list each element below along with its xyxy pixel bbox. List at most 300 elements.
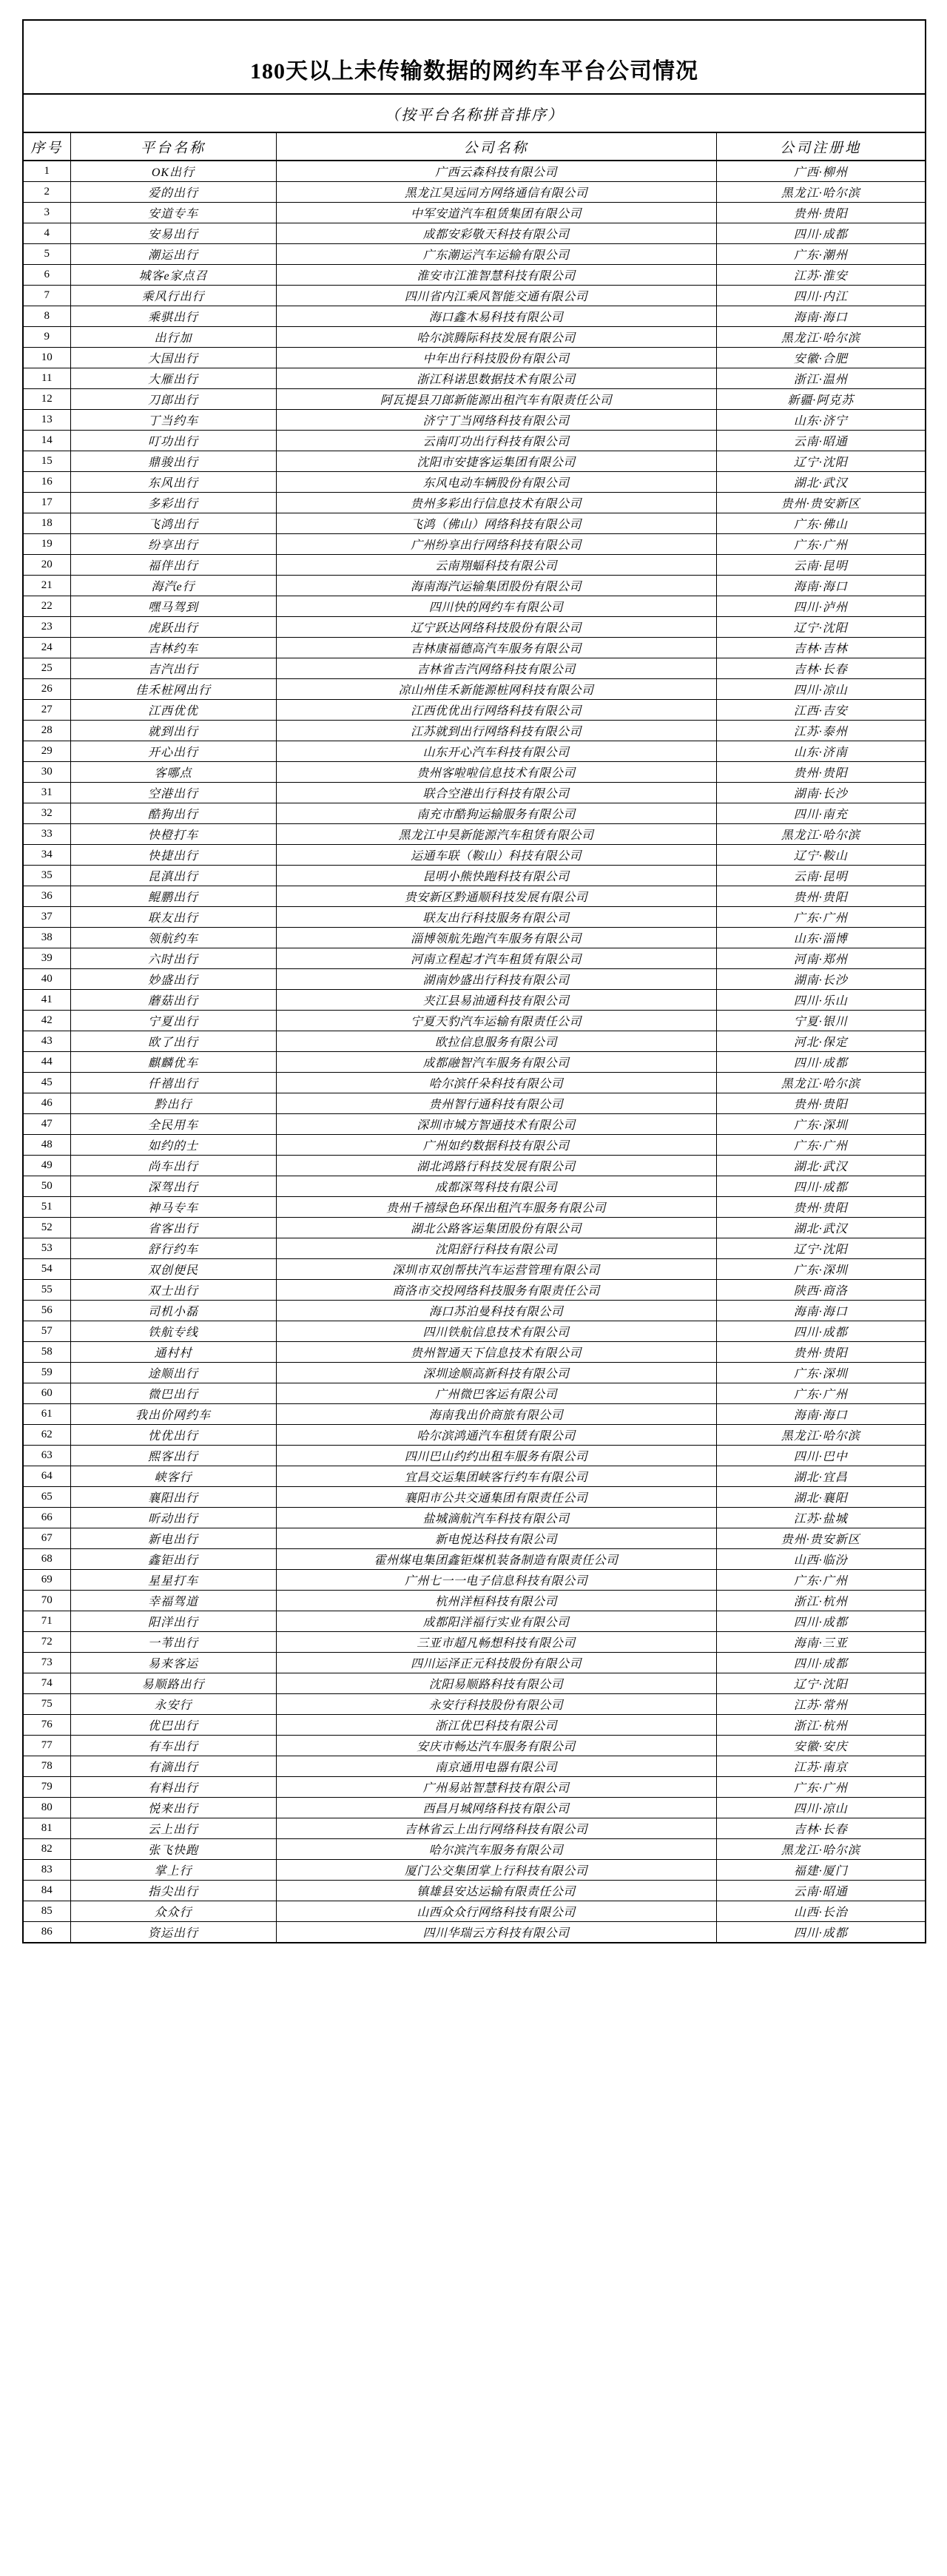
page-title: 180天以上未传输数据的网约车平台公司情况 (250, 59, 698, 84)
cell-company-name: 四川快的网约车有限公司 (276, 596, 716, 617)
cell-registration-place: 贵州·贵阳 (716, 886, 926, 907)
cell-company-name: 贵州多彩出行信息技术有限公司 (276, 493, 716, 513)
cell-index: 6 (23, 265, 70, 286)
cell-company-name: 深圳市双创帮扶汽车运营管理有限公司 (276, 1259, 716, 1280)
cell-index: 33 (23, 824, 70, 845)
table-row (23, 1777, 926, 1798)
cell-platform-name: 司机小磊 (70, 1301, 276, 1321)
cell-index: 66 (23, 1508, 70, 1528)
cell-company-name: 四川省内江乘风智能交通有限公司 (276, 286, 716, 306)
cell-registration-place: 贵州·贵阳 (716, 1093, 926, 1114)
cell-company-name: 盐城滴航汽车科技有限公司 (276, 1508, 716, 1528)
cell-registration-place: 山西·临汾 (716, 1549, 926, 1570)
cell-platform-name: 有料出行 (70, 1777, 276, 1798)
cell-company-name: 山东开心汽车科技有限公司 (276, 741, 716, 762)
cell-index: 27 (23, 700, 70, 721)
cell-index: 16 (23, 472, 70, 493)
table-row (23, 534, 926, 555)
cell-registration-place: 广东·深圳 (716, 1363, 926, 1383)
table-row (23, 1508, 926, 1528)
cell-company-name: 成都安彩敬天科技有限公司 (276, 223, 716, 244)
cell-index: 48 (23, 1135, 70, 1156)
table-row (23, 783, 926, 803)
cell-index: 25 (23, 658, 70, 679)
cell-registration-place: 四川·成都 (716, 1052, 926, 1073)
table-row (23, 1031, 926, 1052)
cell-index: 63 (23, 1446, 70, 1466)
cell-company-name: 广东潮运汽车运输有限公司 (276, 244, 716, 265)
cell-company-name: 贵州智通天下信息技术有限公司 (276, 1342, 716, 1363)
table-row (23, 576, 926, 596)
cell-company-name: 四川华瑞云方科技有限公司 (276, 1922, 716, 1943)
cell-company-name: 永安行科技股份有限公司 (276, 1694, 716, 1715)
cell-platform-name: 就到出行 (70, 721, 276, 741)
cell-index: 22 (23, 596, 70, 617)
table-row (23, 1073, 926, 1093)
cell-index: 83 (23, 1860, 70, 1881)
cell-registration-place: 吉林·长春 (716, 658, 926, 679)
cell-platform-name: 开心出行 (70, 741, 276, 762)
cell-registration-place: 广东·深圳 (716, 1259, 926, 1280)
cell-platform-name: 有滴出行 (70, 1756, 276, 1777)
table-row (23, 928, 926, 948)
cell-company-name: 哈尔滨汽车服务有限公司 (276, 1839, 716, 1860)
cell-registration-place: 黑龙江·哈尔滨 (716, 1073, 926, 1093)
cell-company-name: 广州如约数据科技有限公司 (276, 1135, 716, 1156)
cell-platform-name: 忧优出行 (70, 1425, 276, 1446)
cell-index: 60 (23, 1383, 70, 1404)
sort-note: （按平台名称拼音排序） (385, 107, 564, 124)
cell-platform-name: 城客e家点召 (70, 265, 276, 286)
table-row (23, 348, 926, 368)
cell-company-name: 运通车联（鞍山）科技有限公司 (276, 845, 716, 866)
cell-platform-name: 海汽e行 (70, 576, 276, 596)
cell-index: 49 (23, 1156, 70, 1176)
cell-index: 50 (23, 1176, 70, 1197)
cell-platform-name: 双创便民 (70, 1259, 276, 1280)
table-row (23, 596, 926, 617)
cell-index: 79 (23, 1777, 70, 1798)
table-row (23, 244, 926, 265)
table-row (23, 1549, 926, 1570)
cell-index: 1 (23, 161, 70, 182)
table-row (23, 824, 926, 845)
cell-company-name: 阿瓦提县刀郎新能源出租汽车有限责任公司 (276, 389, 716, 410)
cell-registration-place: 广东·深圳 (716, 1114, 926, 1135)
table-row (23, 866, 926, 886)
cell-company-name: 哈尔滨鸿通汽车租赁有限公司 (276, 1425, 716, 1446)
table-row (23, 1114, 926, 1135)
table-row (23, 1280, 926, 1301)
cell-registration-place: 辽宁·沈阳 (716, 451, 926, 472)
cell-platform-name: 如约的士 (70, 1135, 276, 1156)
cell-platform-name: 大国出行 (70, 348, 276, 368)
cell-index: 52 (23, 1218, 70, 1238)
cell-company-name: 沈阳易顺路科技有限公司 (276, 1673, 716, 1694)
cell-company-name: 海口鑫木易科技有限公司 (276, 306, 716, 327)
cell-registration-place: 湖南·长沙 (716, 783, 926, 803)
table-row (23, 1922, 926, 1943)
table-row (23, 555, 926, 576)
cell-registration-place: 吉林·长春 (716, 1818, 926, 1839)
cell-registration-place: 四川·乐山 (716, 990, 926, 1011)
table-row (23, 948, 926, 969)
cell-registration-place: 海南·海口 (716, 1404, 926, 1425)
table-row (23, 803, 926, 824)
table-row (23, 1238, 926, 1259)
cell-platform-name: 刀郎出行 (70, 389, 276, 410)
cell-registration-place: 海南·海口 (716, 306, 926, 327)
table-row (23, 700, 926, 721)
table-row (23, 1591, 926, 1611)
table-header-row (23, 132, 926, 161)
cell-index: 14 (23, 431, 70, 451)
table-row (23, 410, 926, 431)
cell-index: 53 (23, 1238, 70, 1259)
cell-index: 35 (23, 866, 70, 886)
cell-platform-name: 潮运出行 (70, 244, 276, 265)
cell-platform-name: 安道专车 (70, 203, 276, 223)
cell-registration-place: 贵州·贵阳 (716, 203, 926, 223)
table-row (23, 907, 926, 928)
cell-index: 71 (23, 1611, 70, 1632)
table-row (23, 1259, 926, 1280)
cell-company-name: 四川巴山约约出租车服务有限公司 (276, 1446, 716, 1466)
cell-platform-name: 空港出行 (70, 783, 276, 803)
cell-index: 59 (23, 1363, 70, 1383)
cell-registration-place: 云南·昭通 (716, 1881, 926, 1901)
cell-index: 3 (23, 203, 70, 223)
cell-index: 23 (23, 617, 70, 638)
cell-registration-place: 贵州·贵阳 (716, 1197, 926, 1218)
cell-index: 2 (23, 182, 70, 203)
table-row (23, 1673, 926, 1694)
cell-registration-place: 江苏·泰州 (716, 721, 926, 741)
cell-platform-name: 熙客出行 (70, 1446, 276, 1466)
cell-registration-place: 浙江·温州 (716, 368, 926, 389)
cell-registration-place: 陕西·商洛 (716, 1280, 926, 1301)
column-header-platform-name: 平台名称 (70, 132, 276, 161)
cell-registration-place: 湖北·武汉 (716, 1218, 926, 1238)
cell-index: 26 (23, 679, 70, 700)
cell-platform-name: 云上出行 (70, 1818, 276, 1839)
cell-index: 13 (23, 410, 70, 431)
cell-platform-name: 黔出行 (70, 1093, 276, 1114)
table-row (23, 1197, 926, 1218)
cell-index: 57 (23, 1321, 70, 1342)
cell-company-name: 济宁丁当网络科技有限公司 (276, 410, 716, 431)
cell-index: 77 (23, 1736, 70, 1756)
table-row (23, 1653, 926, 1673)
cell-platform-name: 众众行 (70, 1901, 276, 1922)
cell-platform-name: 峡客行 (70, 1466, 276, 1487)
table-row (23, 762, 926, 783)
table-row (23, 1570, 926, 1591)
cell-registration-place: 广西·柳州 (716, 161, 926, 182)
cell-platform-name: 鲲鹏出行 (70, 886, 276, 907)
cell-registration-place: 贵州·贵阳 (716, 1342, 926, 1363)
cell-index: 84 (23, 1881, 70, 1901)
cell-company-name: 昆明小熊快跑科技有限公司 (276, 866, 716, 886)
cell-index: 43 (23, 1031, 70, 1052)
table-row (23, 845, 926, 866)
cell-company-name: 深圳市城方智通技术有限公司 (276, 1114, 716, 1135)
cell-platform-name: 快捷出行 (70, 845, 276, 866)
cell-platform-name: 多彩出行 (70, 493, 276, 513)
table-row (23, 1363, 926, 1383)
cell-company-name: 新电悦达科技有限公司 (276, 1528, 716, 1549)
table-row (23, 472, 926, 493)
table-row (23, 223, 926, 244)
cell-registration-place: 广东·广州 (716, 907, 926, 928)
cell-index: 11 (23, 368, 70, 389)
cell-index: 30 (23, 762, 70, 783)
table-row (23, 265, 926, 286)
cell-registration-place: 广东·广州 (716, 1383, 926, 1404)
cell-index: 34 (23, 845, 70, 866)
cell-company-name: 厦门公交集团掌上行科技有限公司 (276, 1860, 716, 1881)
cell-company-name: 联合空港出行科技有限公司 (276, 783, 716, 803)
cell-company-name: 吉林省云上出行网络科技有限公司 (276, 1818, 716, 1839)
table-row (23, 1756, 926, 1777)
table-row (23, 1466, 926, 1487)
cell-index: 69 (23, 1570, 70, 1591)
cell-platform-name: 指尖出行 (70, 1881, 276, 1901)
table-row (23, 1301, 926, 1321)
cell-registration-place: 河南·郑州 (716, 948, 926, 969)
cell-platform-name: 出行加 (70, 327, 276, 348)
cell-index: 41 (23, 990, 70, 1011)
cell-index: 19 (23, 534, 70, 555)
cell-company-name: 湖北鸿路行科技发展有限公司 (276, 1156, 716, 1176)
cell-registration-place: 四川·内江 (716, 286, 926, 306)
cell-index: 68 (23, 1549, 70, 1570)
cell-registration-place: 四川·成都 (716, 1922, 926, 1943)
table-row (23, 679, 926, 700)
cell-registration-place: 黑龙江·哈尔滨 (716, 824, 926, 845)
cell-platform-name: 一苇出行 (70, 1632, 276, 1653)
cell-company-name: 广西云森科技有限公司 (276, 161, 716, 182)
cell-company-name: 飞鸿（佛山）网络科技有限公司 (276, 513, 716, 534)
cell-platform-name: 大雁出行 (70, 368, 276, 389)
cell-company-name: 南充市酷狗运输服务有限公司 (276, 803, 716, 824)
cell-registration-place: 辽宁·鞍山 (716, 845, 926, 866)
cell-registration-place: 江西·吉安 (716, 700, 926, 721)
cell-platform-name: 蘑菇出行 (70, 990, 276, 1011)
cell-company-name: 黑龙江中昊新能源汽车租赁有限公司 (276, 824, 716, 845)
cell-platform-name: 酷狗出行 (70, 803, 276, 824)
cell-index: 31 (23, 783, 70, 803)
cell-platform-name: 乘风行出行 (70, 286, 276, 306)
column-header-registration-place: 公司注册地 (716, 132, 926, 161)
cell-company-name: 贵州智行通科技有限公司 (276, 1093, 716, 1114)
cell-index: 62 (23, 1425, 70, 1446)
cell-index: 73 (23, 1653, 70, 1673)
table-row (23, 1694, 926, 1715)
table-row (23, 286, 926, 306)
cell-company-name: 贵安新区黔通顺科技发展有限公司 (276, 886, 716, 907)
cell-company-name: 霍州煤电集团鑫钜煤机装备制造有限责任公司 (276, 1549, 716, 1570)
cell-platform-name: 嘿马驾到 (70, 596, 276, 617)
cell-platform-name: 鼎骏出行 (70, 451, 276, 472)
cell-registration-place: 湖北·宜昌 (716, 1466, 926, 1487)
cell-company-name: 广州微巴客运有限公司 (276, 1383, 716, 1404)
cell-platform-name: 江西优优 (70, 700, 276, 721)
table-row (23, 741, 926, 762)
cell-index: 4 (23, 223, 70, 244)
cell-platform-name: 丁当约车 (70, 410, 276, 431)
cell-index: 72 (23, 1632, 70, 1653)
cell-registration-place: 山东·淄博 (716, 928, 926, 948)
cell-registration-place: 安徽·安庆 (716, 1736, 926, 1756)
cell-company-name: 河南立程起才汽车租赁有限公司 (276, 948, 716, 969)
cell-registration-place: 海南·海口 (716, 576, 926, 596)
table-row (23, 1342, 926, 1363)
cell-index: 61 (23, 1404, 70, 1425)
cell-company-name: 哈尔滨仟朵科技有限公司 (276, 1073, 716, 1093)
cell-index: 78 (23, 1756, 70, 1777)
cell-platform-name: 麒麟优车 (70, 1052, 276, 1073)
cell-index: 58 (23, 1342, 70, 1363)
cell-index: 55 (23, 1280, 70, 1301)
cell-index: 81 (23, 1818, 70, 1839)
cell-company-name: 广州纷享出行网络科技有限公司 (276, 534, 716, 555)
table-row (23, 1901, 926, 1922)
cell-registration-place: 黑龙江·哈尔滨 (716, 182, 926, 203)
cell-platform-name: 爱的出行 (70, 182, 276, 203)
cell-registration-place: 贵州·贵安新区 (716, 493, 926, 513)
table-row (23, 1839, 926, 1860)
cell-company-name: 浙江优巴科技有限公司 (276, 1715, 716, 1736)
cell-platform-name: 铁航专线 (70, 1321, 276, 1342)
cell-platform-name: 客哪点 (70, 762, 276, 783)
cell-registration-place: 辽宁·沈阳 (716, 617, 926, 638)
subtitle-cell (23, 94, 926, 132)
cell-registration-place: 山西·长治 (716, 1901, 926, 1922)
cell-company-name: 成都融智汽车服务有限公司 (276, 1052, 716, 1073)
cell-registration-place: 广东·广州 (716, 534, 926, 555)
cell-company-name: 淄博领航先跑汽车服务有限公司 (276, 928, 716, 948)
cell-company-name: 淮安市江淮智慧科技有限公司 (276, 265, 716, 286)
cell-platform-name: 星星打车 (70, 1570, 276, 1591)
cell-company-name: 山西众众行网络科技有限公司 (276, 1901, 716, 1922)
cell-registration-place: 江苏·南京 (716, 1756, 926, 1777)
cell-registration-place: 湖北·襄阳 (716, 1487, 926, 1508)
cell-registration-place: 广东·广州 (716, 1135, 926, 1156)
cell-platform-name: 悦来出行 (70, 1798, 276, 1818)
table-row (23, 1156, 926, 1176)
cell-platform-name: 我出价网约车 (70, 1404, 276, 1425)
cell-index: 42 (23, 1011, 70, 1031)
cell-index: 28 (23, 721, 70, 741)
cell-company-name: 东风电动车辆股份有限公司 (276, 472, 716, 493)
cell-platform-name: 掌上行 (70, 1860, 276, 1881)
cell-platform-name: 幸福驾道 (70, 1591, 276, 1611)
cell-platform-name: 神马专车 (70, 1197, 276, 1218)
cell-platform-name: 深驾出行 (70, 1176, 276, 1197)
table-row (23, 1632, 926, 1653)
cell-company-name: 凉山州佳禾新能源桩网科技有限公司 (276, 679, 716, 700)
cell-platform-name: 全民用车 (70, 1114, 276, 1135)
cell-platform-name: 联友出行 (70, 907, 276, 928)
cell-company-name: 襄阳市公共交通集团有限责任公司 (276, 1487, 716, 1508)
cell-company-name: 云南叮功出行科技有限公司 (276, 431, 716, 451)
cell-platform-name: 昕动出行 (70, 1508, 276, 1528)
cell-index: 36 (23, 886, 70, 907)
cell-registration-place: 辽宁·沈阳 (716, 1238, 926, 1259)
cell-platform-name: 纷享出行 (70, 534, 276, 555)
cell-index: 65 (23, 1487, 70, 1508)
table-row (23, 1404, 926, 1425)
cell-platform-name: 尚车出行 (70, 1156, 276, 1176)
cell-registration-place: 云南·昆明 (716, 555, 926, 576)
cell-platform-name: 途顺出行 (70, 1363, 276, 1383)
cell-platform-name: OK出行 (70, 161, 276, 182)
cell-platform-name: 东风出行 (70, 472, 276, 493)
cell-platform-name: 通村村 (70, 1342, 276, 1363)
cell-registration-place: 四川·南充 (716, 803, 926, 824)
cell-registration-place: 安徽·合肥 (716, 348, 926, 368)
table-row (23, 658, 926, 679)
title-row (23, 20, 926, 94)
table-row (23, 1011, 926, 1031)
cell-registration-place: 云南·昆明 (716, 866, 926, 886)
cell-registration-place: 黑龙江·哈尔滨 (716, 1425, 926, 1446)
cell-registration-place: 四川·巴中 (716, 1446, 926, 1466)
cell-registration-place: 黑龙江·哈尔滨 (716, 1839, 926, 1860)
cell-index: 54 (23, 1259, 70, 1280)
table-row (23, 451, 926, 472)
table-row (23, 1176, 926, 1197)
cell-platform-name: 优巴出行 (70, 1715, 276, 1736)
cell-platform-name: 吉林约车 (70, 638, 276, 658)
cell-company-name: 贵州客啦啦信息技术有限公司 (276, 762, 716, 783)
cell-index: 45 (23, 1073, 70, 1093)
cell-index: 70 (23, 1591, 70, 1611)
cell-registration-place: 贵州·贵安新区 (716, 1528, 926, 1549)
cell-registration-place: 四川·凉山 (716, 1798, 926, 1818)
cell-platform-name: 易顺路出行 (70, 1673, 276, 1694)
cell-platform-name: 昆滇出行 (70, 866, 276, 886)
cell-company-name: 宁夏天豹汽车运输有限责任公司 (276, 1011, 716, 1031)
cell-platform-name: 仟禧出行 (70, 1073, 276, 1093)
cell-company-name: 云南翔蝠科技有限公司 (276, 555, 716, 576)
cell-platform-name: 快橙打车 (70, 824, 276, 845)
cell-index: 24 (23, 638, 70, 658)
table-row (23, 1818, 926, 1839)
cell-company-name: 西昌月城网络科技有限公司 (276, 1798, 716, 1818)
cell-platform-name: 宁夏出行 (70, 1011, 276, 1031)
table-row (23, 1093, 926, 1114)
table-row (23, 513, 926, 534)
cell-company-name: 湖北公路客运集团股份有限公司 (276, 1218, 716, 1238)
cell-registration-place: 湖北·武汉 (716, 1156, 926, 1176)
cell-platform-name: 六时出行 (70, 948, 276, 969)
cell-company-name: 安庆市畅达汽车服务有限公司 (276, 1736, 716, 1756)
cell-platform-name: 福伴出行 (70, 555, 276, 576)
table-row (23, 182, 926, 203)
cell-index: 17 (23, 493, 70, 513)
cell-company-name: 宜昌交运集团峡客行约车有限公司 (276, 1466, 716, 1487)
table-row (23, 1860, 926, 1881)
cell-company-name: 四川运泽正元科技股份有限公司 (276, 1653, 716, 1673)
cell-company-name: 四川铁航信息技术有限公司 (276, 1321, 716, 1342)
table-row (23, 1052, 926, 1073)
report-table (22, 19, 926, 1943)
cell-registration-place: 四川·成都 (716, 1176, 926, 1197)
cell-registration-place: 新疆·阿克苏 (716, 389, 926, 410)
cell-registration-place: 四川·成都 (716, 1653, 926, 1673)
